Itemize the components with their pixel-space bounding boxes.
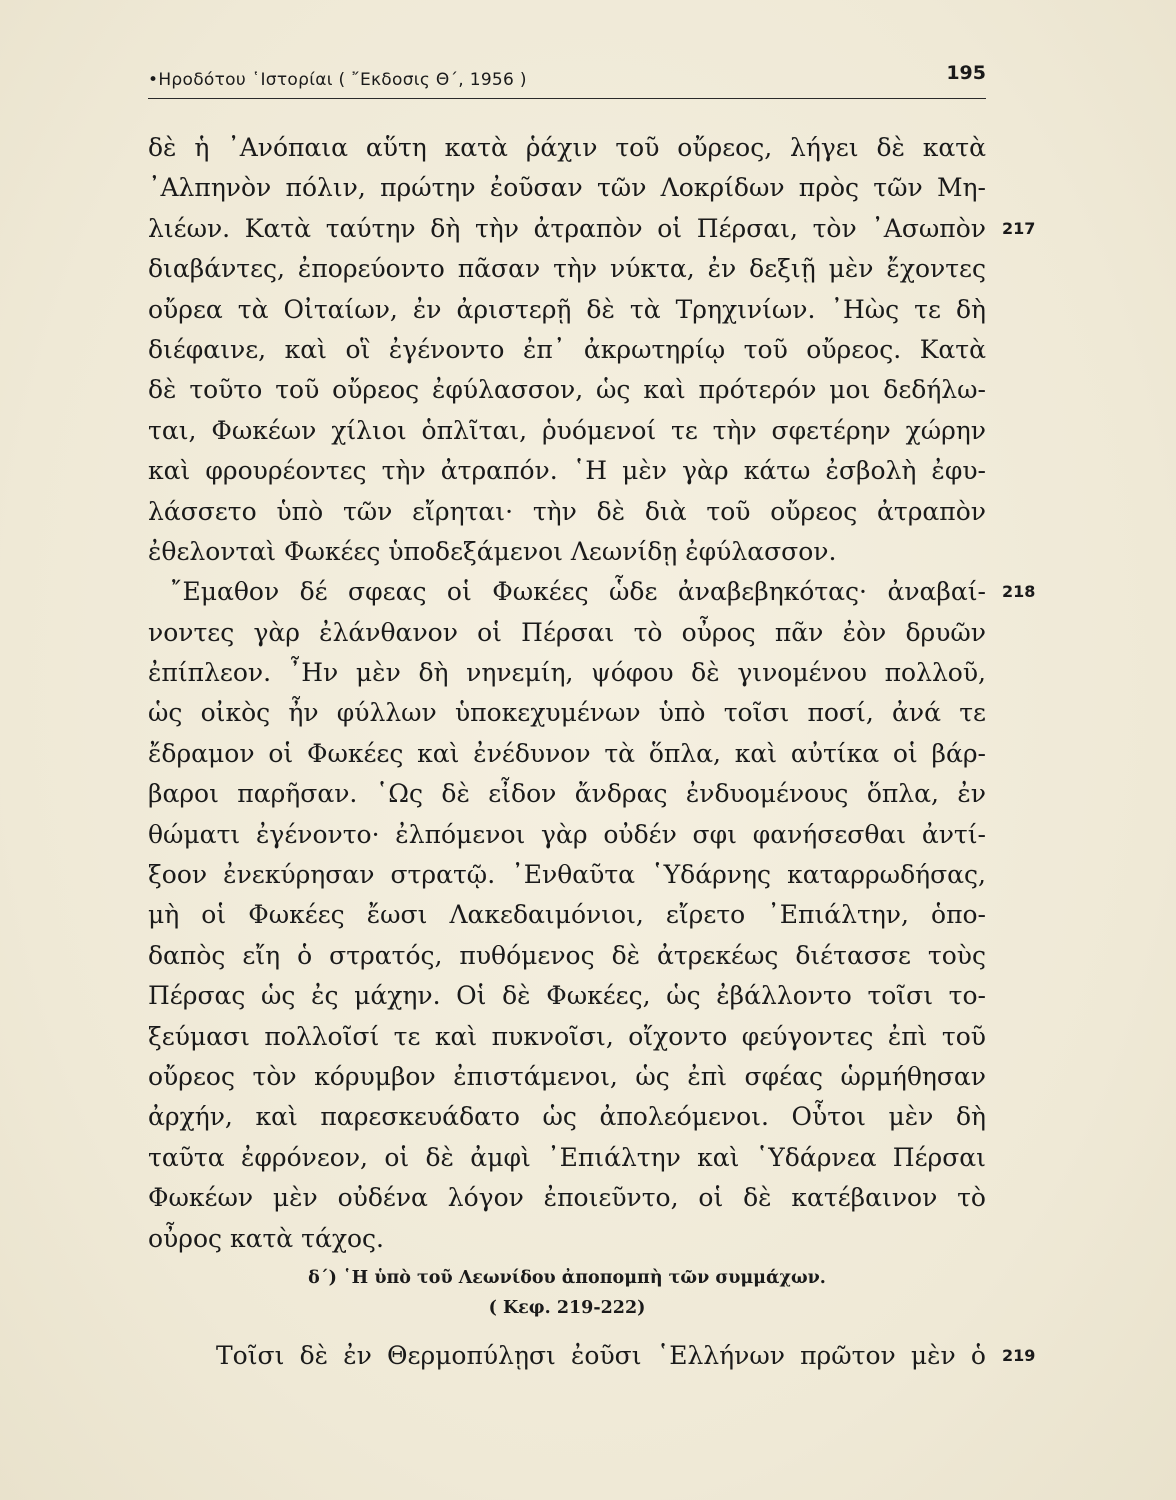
text-line: νοντες γὰρ ἐλάνθανον οἱ Πέρσαι τὸ οὖρος πᾶν ἐὸν δρυῶν (148, 617, 986, 647)
text-line: βαροι παρῆσαν. ῾Ως δὲ εἶδον ἄνδρας ἐνδυομένους ὅπλα, ἐν (148, 779, 986, 809)
text-line (148, 1336, 1036, 1376)
text-line: ξεύμασι πολλοῖσί τε καὶ πυκνοῖσι, οἴχοντο φεύγοντες ἐπὶ τοῦ (148, 1021, 986, 1051)
text-line: θώματι ἐγένοντο· ἐλπόμενοι γὰρ οὐδέν σφι φανήσεσθαι ἀντί- (148, 819, 986, 849)
margin-number-217: 217 (1002, 218, 1036, 238)
running-title: •Ηροδότου ῾Ιστορίαι ( ῎Εκδοσις Θ΄, 1956 ) (148, 70, 527, 90)
text-line (148, 572, 1036, 612)
text-line: μὴ οἱ Φωκέες ἔωσι Λακεδαιμόνιοι, εἴρετο ᾿Επιάλτην, ὁπο- (148, 900, 986, 930)
margin-number-219: 219 (1002, 1346, 1036, 1365)
text-line: λάσσετο ὑπὸ τῶν εἴρηται· τὴν δὲ διὰ τοῦ οὔρεος ἀτραπὸν (148, 496, 986, 526)
text-line-content: ῎Εμαθον δέ σφεας οἱ Φωκέες ὧδε ἀναβεβηκότας· ἀναβαί- (170, 577, 986, 607)
text-line: ἔδραμον οἱ Φωκέες καὶ ἐνέδυνον τὰ ὅπλα, καὶ αὐτίκα οἱ βάρ- (148, 738, 986, 768)
text-line-content: λιέων. Κατὰ ταύτην δὴ τὴν ἀτραπὸν οἱ Πέρσαι, τὸν ᾿Ασωπὸν (148, 213, 986, 243)
text-line: ἀρχήν, καὶ παρεσκευάδατο ὡς ἀπολεόμενοι. Οὗτοι μὲν δὴ (148, 1102, 986, 1132)
text-line: οὖρος κατὰ τάχος. (148, 1223, 384, 1253)
section-heading: δ΄) ῾Η ὑπὸ τοῦ Λεωνίδου ἀποπομπὴ τῶν συμμάχων. (308, 1268, 826, 1288)
section-chapter-range: ( Κεφ. 219-222) (488, 1298, 646, 1318)
text-line: δὲ τοῦτο τοῦ οὔρεος ἐφύλασσον, ὡς καὶ πρότερόν μοι δεδήλω- (148, 375, 986, 405)
text-line: Πέρσας ὡς ἐς μάχην. Οἱ δὲ Φωκέες, ὡς ἐβάλλοντο τοῖσι το- (148, 981, 986, 1011)
margin-number-218: 218 (1002, 582, 1036, 602)
text-line: οὔρεα τὰ Οἰταίων, ἐν ἀριστερῇ δὲ τὰ Τρηχινίων. ᾿Ηὼς τε δὴ (148, 294, 986, 324)
text-line (148, 209, 1036, 249)
text-line: ᾿Αλπηνὸν πόλιν, πρώτην ἐοῦσαν τῶν Λοκρίδων πρὸς τῶν Μη- (148, 173, 986, 203)
running-head (148, 62, 986, 96)
main-text (148, 128, 1036, 1259)
text-line: διαβάντες, ἐπορεύοντο πᾶσαν τὴν νύκτα, ἐν δεξιῇ μὲν ἔχοντες (148, 254, 986, 284)
text-line: Φωκέων μὲν οὐδένα λόγον ἐποιεῦντο, οἱ δὲ κατέβαινον τὸ (148, 1183, 986, 1213)
text-line: ται, Φωκέων χίλιοι ὁπλῖται, ῥυόμενοί τε τὴν σφετέρην χώρην (148, 415, 986, 445)
page-number: 195 (946, 62, 986, 84)
text-line: ἐπίπλεον. ῏Ην μὲν δὴ νηνεμίη, ψόφου δὲ γινομένου πολλοῦ, (148, 658, 986, 688)
text-line: οὔρεος τὸν κόρυμβον ἐπιστάμενοι, ὡς ἐπὶ σφέας ὡρμήθησαν (148, 1061, 986, 1091)
header-rule (148, 98, 986, 99)
section-first-line (148, 1336, 1036, 1376)
text-line: ἐθελονταὶ Φωκέες ὑποδεξάμενοι Λεωνίδῃ ἐφύλασσον. (148, 536, 837, 566)
text-line: καὶ φρουρέοντες τὴν ἀτραπόν. ῾Η μὲν γὰρ κάτω ἐσβολὴ ἐφυ- (148, 456, 986, 486)
text-line: δὲ ἡ ᾿Ανόπαια αὕτη κατὰ ῥάχιν τοῦ οὔρεος, λήγει δὲ κατὰ (148, 133, 986, 162)
text-line: δαπὸς εἴη ὁ στρατός, πυθόμενος δὲ ἀτρεκέως διέτασσε τοὺς (148, 940, 986, 970)
text-line: ταῦτα ἐφρόνεον, οἱ δὲ ἀμφὶ ᾿Επιάλτην καὶ ῾Υδάρνεα Πέρσαι (148, 1142, 986, 1172)
text-line: ξοον ἐνεκύρησαν στρατῷ. ᾿Ενθαῦτα ῾Υδάρνης καταρρωδήσας, (148, 860, 986, 890)
text-line: διέφαινε, καὶ οἳ ἐγένοντο ἐπ᾿ ἀκρωτηρίῳ τοῦ οὔρεος. Κατὰ (148, 334, 986, 364)
text-line-content: Τοῖσι δὲ ἐν Θερμοπύλῃσι ἐοῦσι ῾Ελλήνων πρῶτον μὲν ὁ (216, 1341, 986, 1370)
text-line: ὡς οἰκὸς ἦν φύλλων ὑποκεχυμένων ὑπὸ τοῖσι ποσί, ἀνά τε (148, 698, 986, 728)
